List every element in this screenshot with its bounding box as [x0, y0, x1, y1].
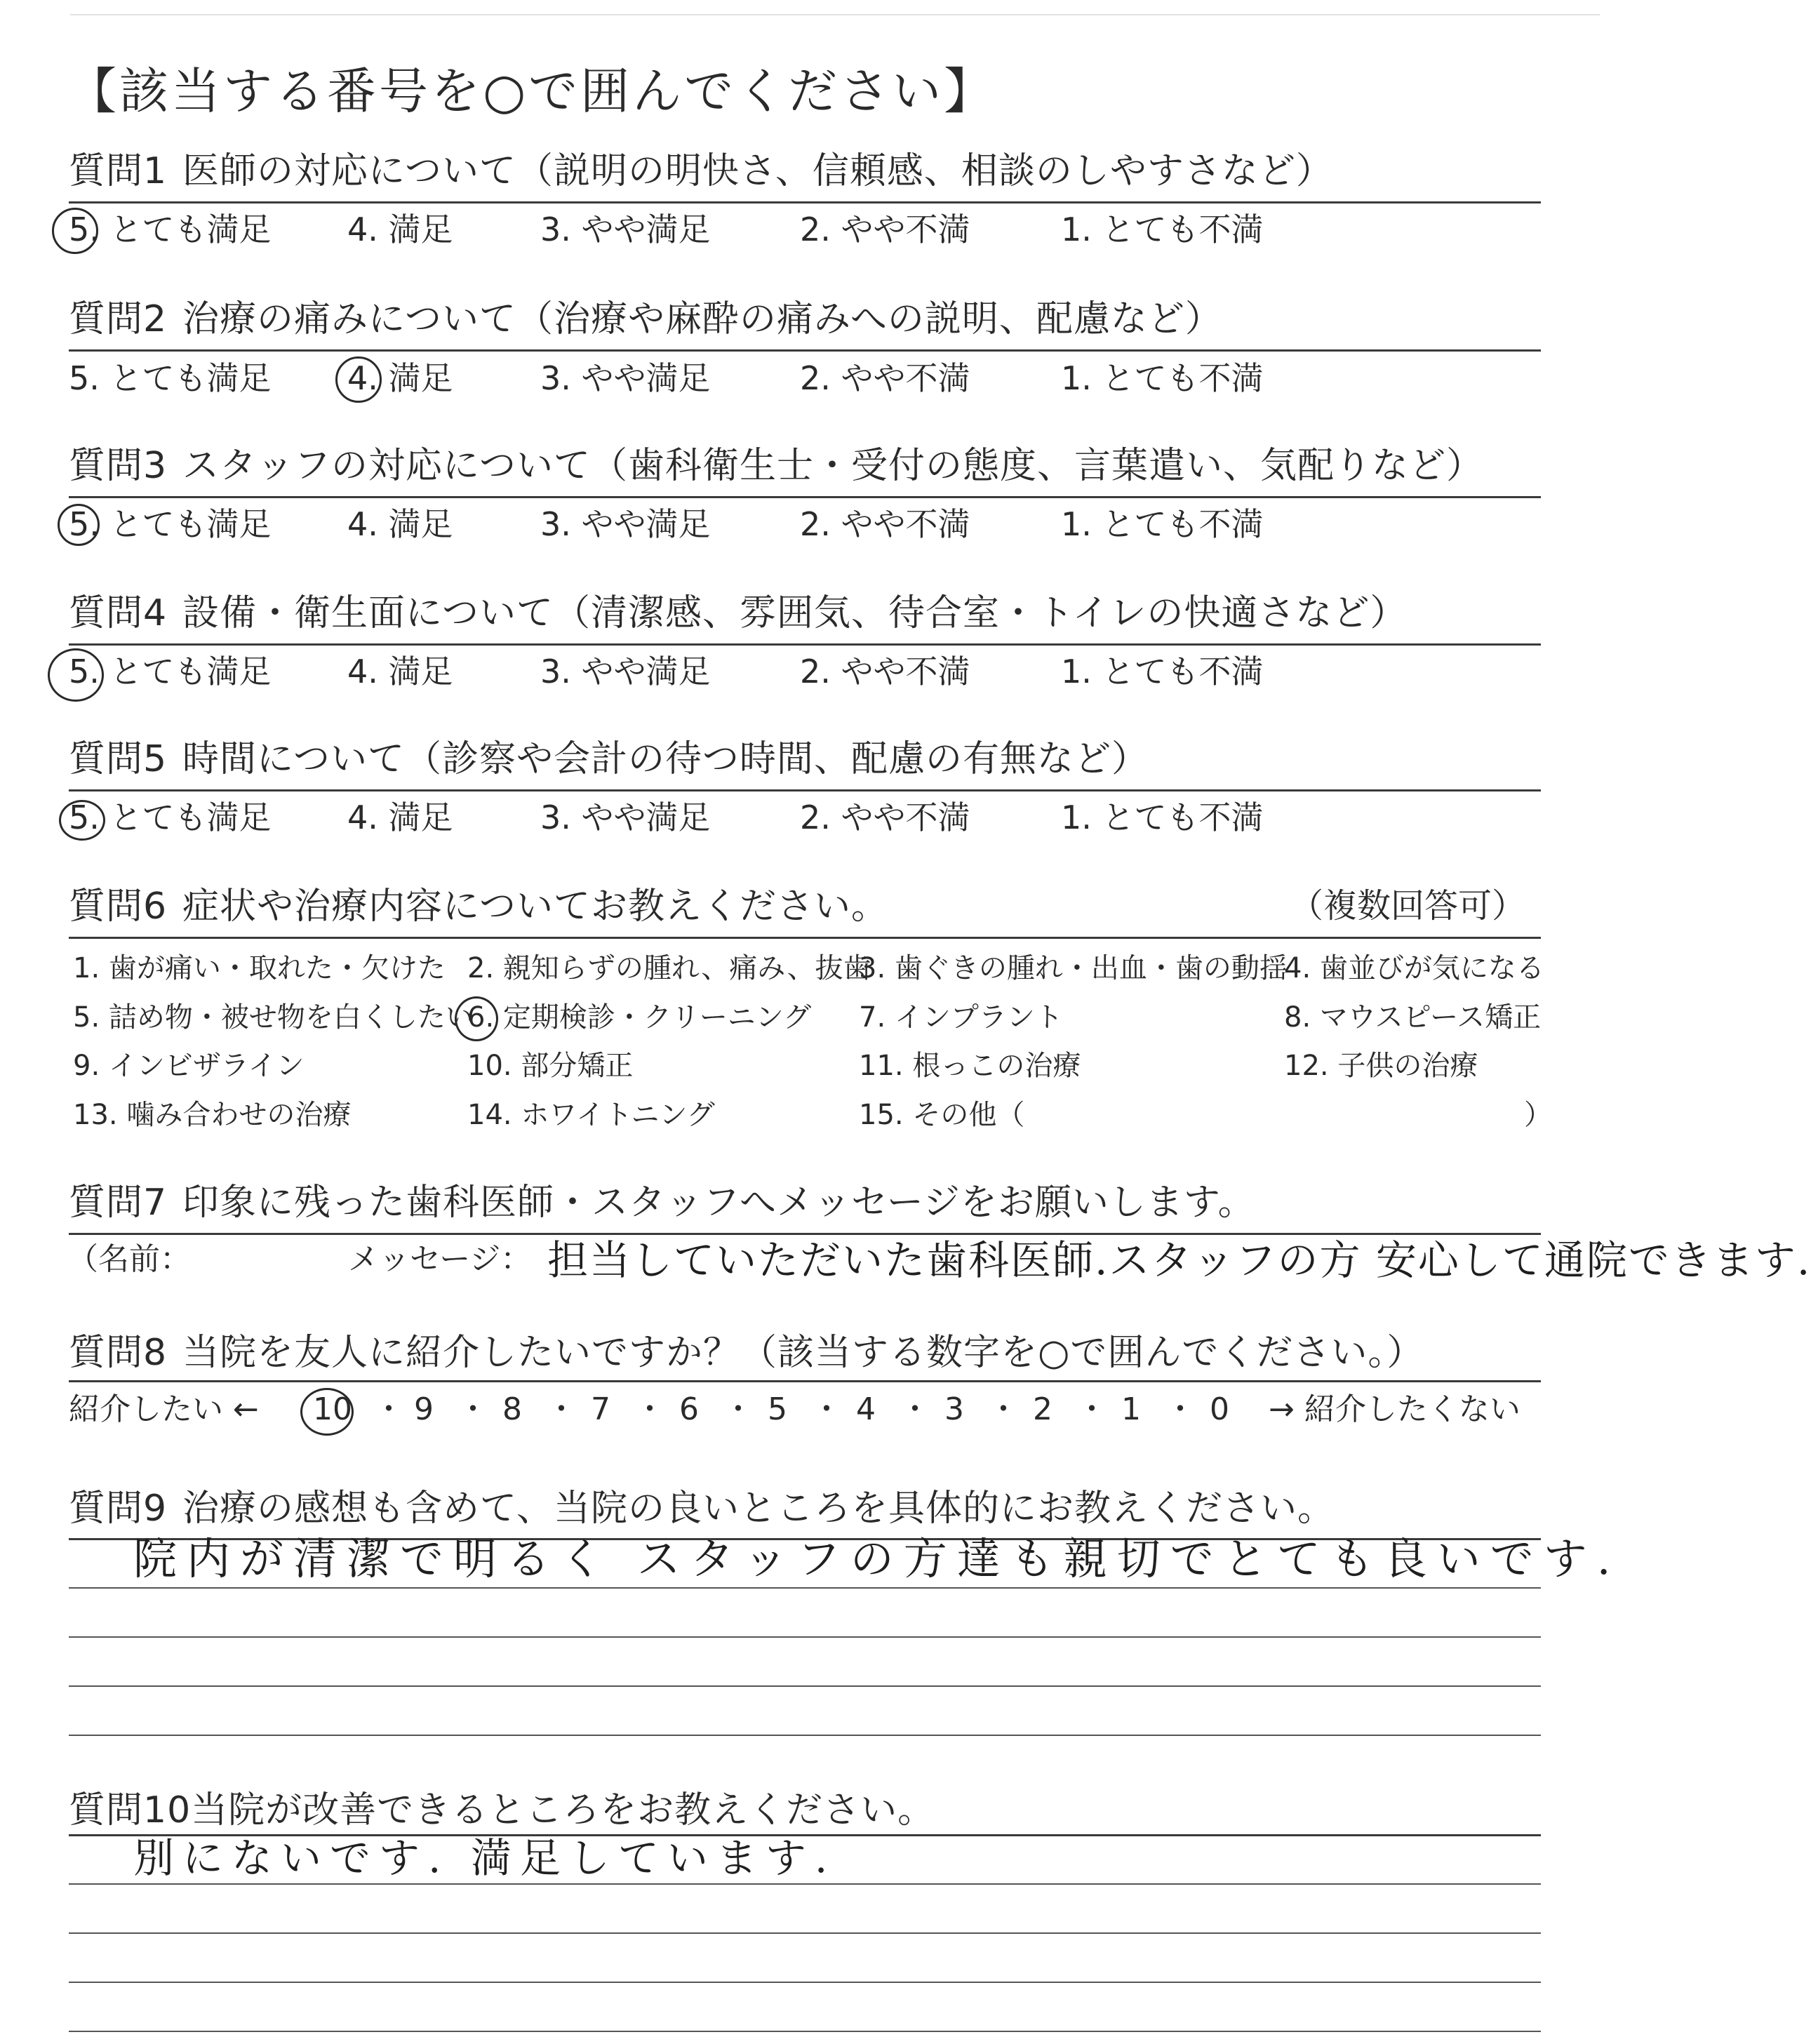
q6-option-10[interactable]: 10. 部分矯正 [467, 1050, 634, 1082]
scale-3[interactable]: 3 [944, 1391, 964, 1427]
question-10-number: 質問10 [69, 1789, 192, 1831]
question-9-text: 治療の感想も含めて、当院の良いところを具体的にお教えください。 [182, 1488, 1335, 1530]
q8-selected-circle [300, 1388, 354, 1436]
q10-answer-line [69, 1932, 1541, 1934]
q6-option-11[interactable]: 11. 根っこの治療 [859, 1050, 1081, 1082]
scale-6[interactable]: 6 [679, 1391, 699, 1427]
question-8 [69, 1330, 1424, 1375]
q6-option-8[interactable]: 8. マウスピース矯正 [1284, 1001, 1542, 1034]
scale-8[interactable]: 8 [502, 1391, 522, 1427]
q5-option-1[interactable]: 1. とても不満 [1061, 799, 1264, 836]
question-7-number: 質問7 [69, 1182, 168, 1224]
q2-option-5[interactable]: 5. とても満足 [69, 359, 272, 397]
scale-dot: ・ [723, 1391, 754, 1427]
q9-answer-line [69, 1636, 1541, 1638]
question-6 [69, 884, 888, 929]
q3-option-5[interactable]: 5. とても満足 [69, 505, 272, 543]
q5-option-4[interactable]: 4. 満足 [347, 799, 453, 836]
scale-0[interactable]: 0 [1210, 1391, 1229, 1427]
q6-option-15-close: ） [1524, 1099, 1552, 1131]
q6-option-2[interactable]: 2. 親知らずの腫れ、痛み、抜歯 [467, 952, 871, 984]
question-8-number: 質問8 [69, 1332, 168, 1374]
question-5 [69, 737, 1149, 782]
scale-dot: ・ [457, 1391, 488, 1427]
page-top-line [70, 14, 1600, 15]
question-2-text: 治療の痛みについて（治療や麻酔の痛みへの説明、配慮など） [182, 298, 1222, 340]
q5-option-3[interactable]: 3. やや満足 [540, 799, 711, 836]
instruction-title: 【該当する番号を○で囲んでください】 [67, 62, 996, 120]
q5-option-5[interactable]: 5. とても満足 [69, 799, 272, 836]
q6-option-4[interactable]: 4. 歯並びが気になる [1284, 952, 1544, 984]
question-10 [69, 1788, 935, 1833]
question-6-text: 症状や治療内容についてお教えください。 [182, 886, 888, 928]
q9-answer-line [69, 1735, 1541, 1736]
question-3-rule [69, 496, 1541, 498]
q9-handwritten-answer[interactable]: 院内が清潔で明るく スタッフの方達も親切でとても良いです. [133, 1533, 1621, 1584]
question-3-number: 質問3 [69, 445, 168, 487]
scale-dot: ・ [900, 1391, 930, 1427]
question-6-rule [69, 937, 1541, 939]
scale-dot: ・ [546, 1391, 577, 1427]
question-2 [69, 297, 1222, 342]
scale-10[interactable]: 10 [313, 1391, 352, 1427]
scale-9[interactable]: 9 [414, 1391, 434, 1427]
q4-option-3[interactable]: 3. やや満足 [540, 653, 711, 690]
q10-answer-line [69, 1883, 1541, 1885]
question-8-text: 当院を友人に紹介したいですか？（該当する数字を○で囲んでください。） [182, 1332, 1424, 1374]
question-1 [69, 149, 1333, 194]
q6-option-6[interactable]: 6. 定期検診・クリーニング [467, 1001, 812, 1034]
scale-dot: ・ [373, 1391, 404, 1427]
q1-option-2[interactable]: 2. やや不満 [800, 211, 970, 248]
question-9 [69, 1486, 1335, 1531]
question-7 [69, 1180, 1255, 1225]
question-5-text: 時間について（診察や会計の待つ時間、配慮の有無など） [182, 738, 1149, 780]
q3-option-2[interactable]: 2. やや不満 [800, 505, 970, 543]
scale-7[interactable]: 7 [591, 1391, 610, 1427]
recommend-left-label: 紹介したい ← [69, 1391, 259, 1427]
q6-selected-circle [455, 996, 498, 1041]
q6-option-15[interactable]: 15. その他（ [859, 1099, 1025, 1131]
question-10-text: 当院が改善できるところをお教えください。 [191, 1789, 935, 1831]
q1-option-3[interactable]: 3. やや満足 [540, 211, 711, 248]
q10-handwritten-answer[interactable]: 別にないです. 満足しています. [133, 1834, 836, 1882]
q2-selected-circle [335, 356, 382, 403]
message-label: メッセージ： [348, 1241, 532, 1277]
recommend-right-label: → 紹介したくない [1269, 1391, 1521, 1427]
q9-answer-line [69, 1587, 1541, 1589]
q4-option-5[interactable]: 5. とても満足 [69, 653, 272, 690]
question-2-number: 質問2 [69, 298, 168, 340]
q1-option-5[interactable]: 5. とても満足 [69, 211, 272, 248]
scale-2[interactable]: 2 [1033, 1391, 1052, 1427]
name-label: （名前： [67, 1241, 191, 1277]
scale-dot: ・ [634, 1391, 665, 1427]
question-3 [69, 443, 1483, 488]
scale-dot: ・ [811, 1391, 842, 1427]
scale-dot: ・ [988, 1391, 1019, 1427]
scale-4[interactable]: 4 [856, 1391, 876, 1427]
message-handwritten[interactable]: 担当していただいた歯科医師.スタッフの方 安心して通院できます. [547, 1236, 1811, 1284]
question-9-number: 質問9 [69, 1488, 168, 1530]
q1-option-4[interactable]: 4. 満足 [347, 211, 453, 248]
q6-option-13[interactable]: 13. 噛み合わせの治療 [73, 1099, 352, 1131]
q6-option-14[interactable]: 14. ホワイトニング [467, 1099, 715, 1131]
question-4-rule [69, 643, 1541, 646]
scale-1[interactable]: 1 [1121, 1391, 1141, 1427]
q3-selected-circle [58, 504, 100, 546]
question-6-note: （複数回答可） [1290, 886, 1526, 926]
q9-answer-line [69, 1685, 1541, 1687]
q2-option-1[interactable]: 1. とても不満 [1061, 359, 1264, 397]
q1-option-1[interactable]: 1. とても不満 [1061, 211, 1264, 248]
q5-option-2[interactable]: 2. やや不満 [800, 799, 970, 836]
q2-option-4[interactable]: 4. 満足 [347, 359, 453, 397]
q3-option-3[interactable]: 3. やや満足 [540, 505, 711, 543]
q6-option-5[interactable]: 5. 詰め物・被せ物を白くしたい [73, 1001, 474, 1034]
question-7-text: 印象に残った歯科医師・スタッフへメッセージをお願いします。 [182, 1182, 1255, 1224]
question-3-text: スタッフの対応について（歯科衛生士・受付の態度、言葉遣い、気配りなど） [182, 445, 1483, 487]
q2-option-2[interactable]: 2. やや不満 [800, 359, 970, 397]
q6-option-3[interactable]: 3. 歯ぐきの腫れ・出血・歯の動揺 [859, 952, 1288, 984]
q6-option-12[interactable]: 12. 子供の治療 [1284, 1050, 1478, 1082]
q3-option-1[interactable]: 1. とても不満 [1061, 505, 1264, 543]
question-4 [69, 591, 1407, 636]
q4-selected-circle [48, 648, 104, 702]
q1-selected-circle [52, 208, 98, 254]
question-1-rule [69, 201, 1541, 203]
q6-option-9[interactable]: 9. インビザライン [73, 1050, 305, 1082]
question-1-text: 医師の対応について（説明の明快さ、信頼感、相談のしやすさなど） [182, 150, 1333, 192]
scale-5[interactable]: 5 [768, 1391, 787, 1427]
q6-option-1[interactable]: 1. 歯が痛い・取れた・欠けた [73, 952, 446, 984]
question-8-rule [69, 1380, 1541, 1382]
question-2-rule [69, 349, 1541, 352]
question-6-number: 質問6 [69, 886, 168, 928]
q4-option-2[interactable]: 2. やや不満 [800, 653, 970, 690]
question-4-number: 質問4 [69, 592, 168, 634]
q10-answer-line [69, 2031, 1541, 2032]
question-1-number: 質問1 [69, 150, 168, 192]
question-5-rule [69, 789, 1541, 791]
question-4-text: 設備・衛生面について（清潔感、雰囲気、待合室・トイレの快適さなど） [182, 592, 1408, 634]
q6-option-7[interactable]: 7. インプラント [859, 1001, 1063, 1034]
q5-selected-circle [59, 800, 105, 841]
q3-option-4[interactable]: 4. 満足 [347, 505, 453, 543]
q2-option-3[interactable]: 3. やや満足 [540, 359, 711, 397]
scale-dot: ・ [1076, 1391, 1107, 1427]
q4-option-1[interactable]: 1. とても不満 [1061, 653, 1264, 690]
scale-dot: ・ [1165, 1391, 1196, 1427]
q10-answer-line [69, 1982, 1541, 1983]
question-5-number: 質問5 [69, 738, 168, 780]
q4-option-4[interactable]: 4. 満足 [347, 653, 453, 690]
